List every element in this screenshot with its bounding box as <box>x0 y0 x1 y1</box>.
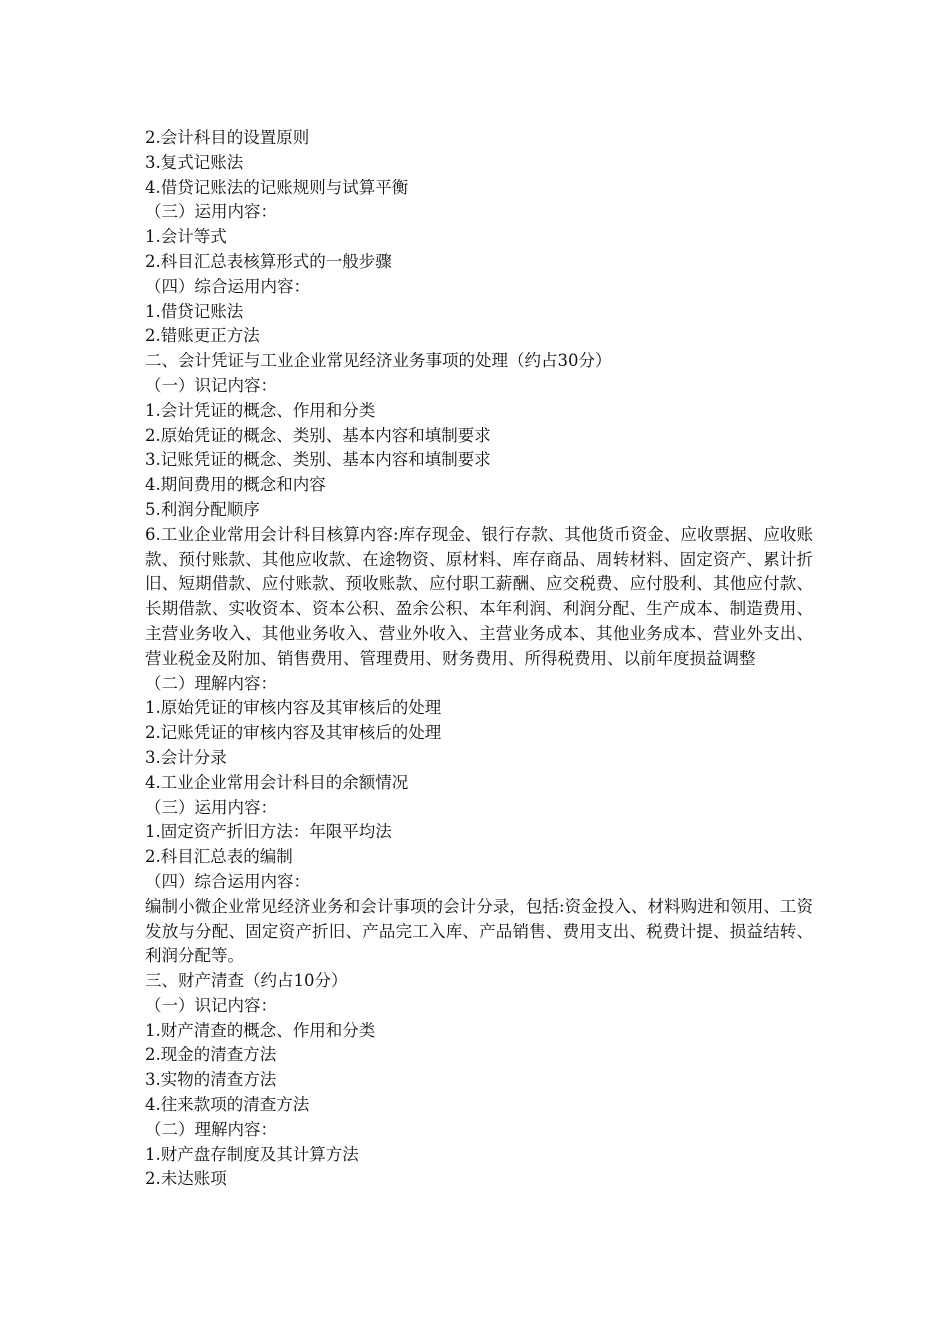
text-line: 2.记账凭证的审核内容及其审核后的处理 <box>145 723 442 743</box>
text-line: （四）综合运用内容： <box>145 871 310 891</box>
text-line: 三、财产清查（约占10分） <box>145 971 348 991</box>
text-line: 4.工业企业常用会计科目的余额情况 <box>145 772 409 792</box>
text-line: （一）识记内容： <box>145 995 277 1015</box>
text-line: 4.借贷记账法的记账规则与试算平衡 <box>145 177 409 197</box>
text-line: 3.会计分录 <box>145 747 227 767</box>
text-line: （三）运用内容： <box>145 797 277 817</box>
text-line: 2.未达账项 <box>145 1169 227 1189</box>
text-line: 1.原始凭证的审核内容及其审核后的处理 <box>145 698 442 718</box>
text-line: 2.错账更正方法 <box>145 326 260 346</box>
paragraph: 6.工业企业常用会计科目核算内容:库存现金、银行存款、其他货币资金、应收票据、应收账款、预付账款、其他应收款、在途物资、原材料、库存商品、周转材料、固定资产、累计折旧、短期借款、应付账款、预收账款、应付职工薪酬、应交税费、应付股利、其他应付款、长期借款、实收资本、资本公积、盈余公积、本年利润、利润分配、生产成本、制造费用、主营业务收入、其他业务收入、营业外收入、主营业务成本、其他业务成本、营业外支出、营业税金及附加、销售费用、管理费用、财务费用、所得税费用、以前年度损益调整 <box>145 524 813 668</box>
text-line: 2.会计科目的设置原则 <box>145 128 310 147</box>
text-line: （四）综合运用内容： <box>145 276 310 296</box>
text-line: 1.会计等式 <box>145 227 227 247</box>
document-body <box>145 126 813 1192</box>
text-line: 1.固定资产折旧方法：年限平均法 <box>145 822 392 842</box>
text-line: （二）理解内容： <box>145 1119 277 1139</box>
text-line: 1.会计凭证的概念、作用和分类 <box>145 400 376 420</box>
text-line: 4.往来款项的清查方法 <box>145 1095 310 1115</box>
text-line: 二、会计凭证与工业企业常见经济业务事项的处理（约占30分） <box>145 351 612 371</box>
text-line: 2.科目汇总表的编制 <box>145 847 293 867</box>
text-line: 1.财产盘存制度及其计算方法 <box>145 1144 359 1164</box>
text-line: 4.期间费用的概念和内容 <box>145 475 326 495</box>
text-line: 2.原始凭证的概念、类别、基本内容和填制要求 <box>145 425 491 445</box>
text-line: 5.利润分配顺序 <box>145 499 260 519</box>
text-line: （三）运用内容： <box>145 202 277 222</box>
text-line: 2.现金的清查方法 <box>145 1045 277 1065</box>
text-line: 3.实物的清查方法 <box>145 1070 277 1090</box>
text-line: 1.借贷记账法 <box>145 301 244 321</box>
text-line: 2.科目汇总表核算形式的一般步骤 <box>145 251 392 271</box>
text-line: 1.财产清查的概念、作用和分类 <box>145 1020 376 1040</box>
text-line: 3.记账凭证的概念、类别、基本内容和填制要求 <box>145 450 491 470</box>
paragraph: 编制小微企业常见经济业务和会计事项的会计分录，包括:资金投入、材料购进和领用、工资发放与分配、固定资产折旧、产品完工入库、产品销售、费用支出、税费计提、损益结转、利润分配等。 <box>145 896 813 966</box>
text-line: （二）理解内容： <box>145 673 277 693</box>
text-line: 3.复式记账法 <box>145 152 244 172</box>
text-line: （一）识记内容： <box>145 375 277 395</box>
